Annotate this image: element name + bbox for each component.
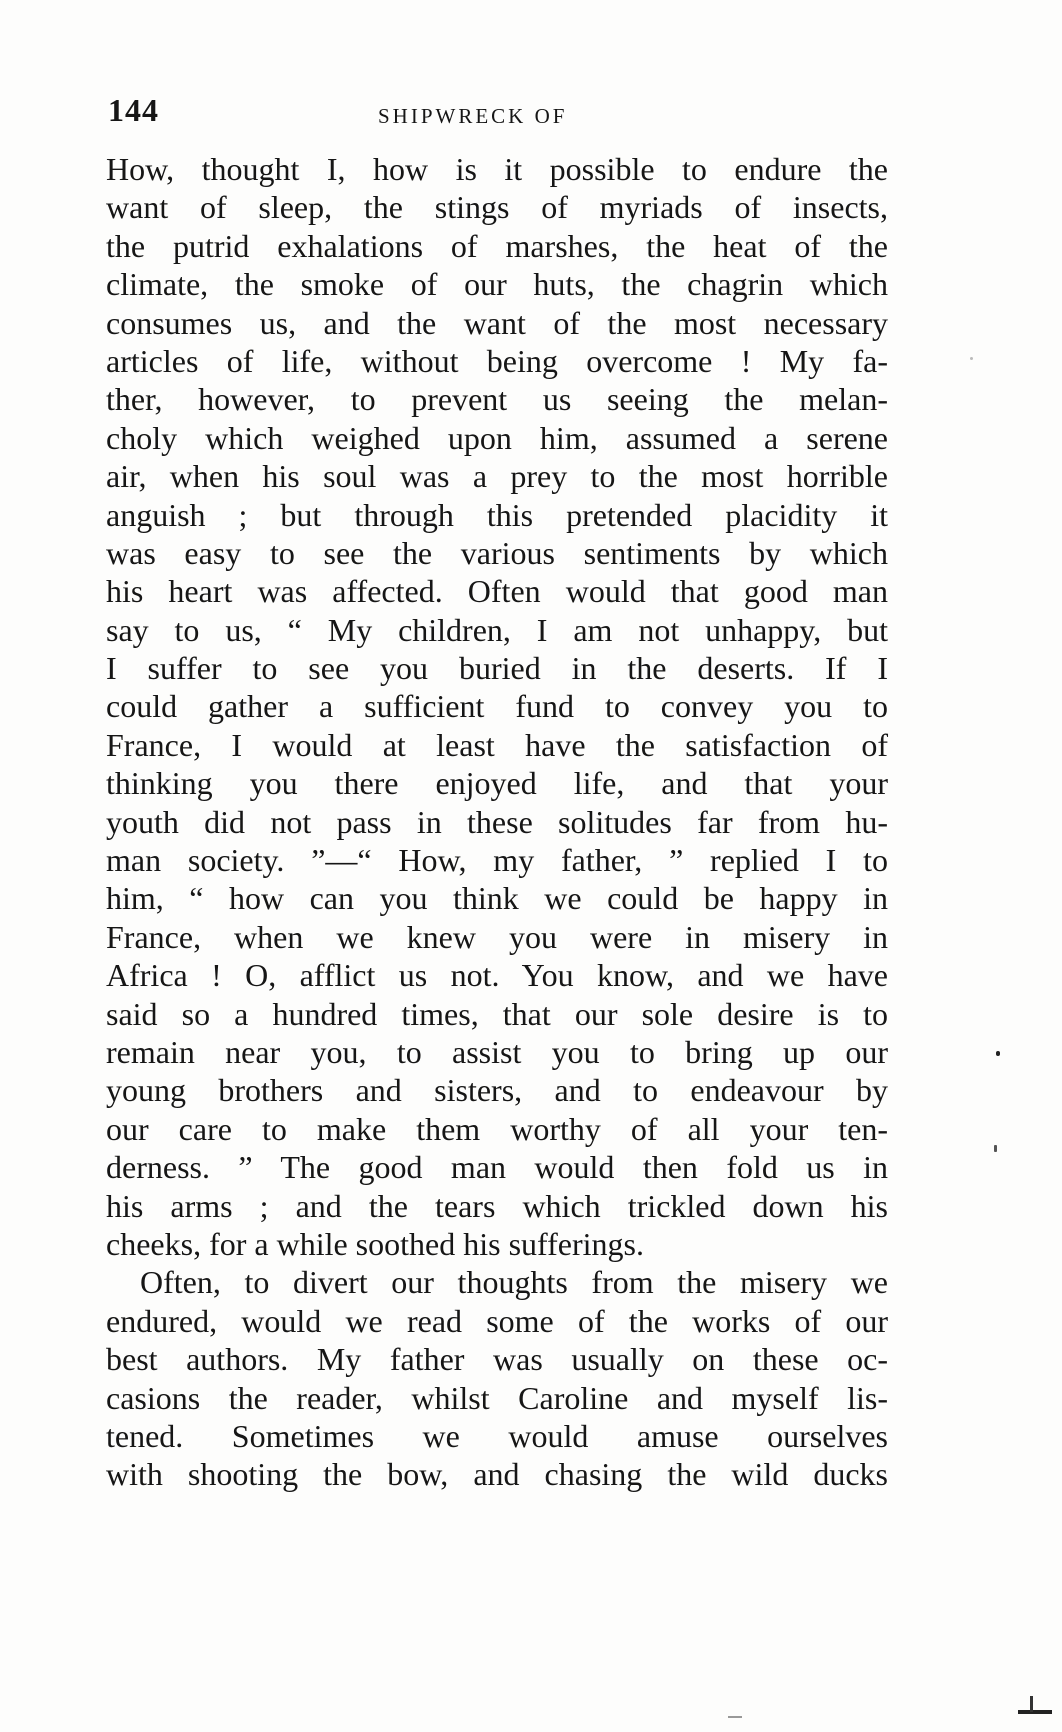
- text-line: his arms ; and the tears which trickled down his: [106, 1187, 888, 1224]
- text-line: his heart was affected. Often would that good man: [106, 573, 888, 610]
- text-line: best authors. My father was usually on these oc-: [106, 1341, 888, 1378]
- scan-speck: [970, 357, 973, 360]
- text-line: France, when we knew you were in misery in: [106, 918, 888, 955]
- text-line: man society. ”—“ How, my father, ” replied I to: [106, 842, 888, 879]
- scan-speck: [994, 1145, 997, 1152]
- text-line: endured, would we read some of the works of our: [106, 1302, 888, 1339]
- text-line: say to us, “ My children, I am not unhappy, but: [106, 611, 888, 648]
- text-line: the putrid exhalations of marshes, the heat of the: [106, 227, 888, 264]
- paragraph-first-line: Often, to divert our thoughts from the misery we: [140, 1264, 888, 1301]
- scan-speck: [996, 1051, 1000, 1056]
- text-line: France, I would at least have the satisfaction of: [106, 726, 888, 763]
- text-line: thinking you there enjoyed life, and that your: [106, 765, 888, 802]
- text-line: air, when his soul was a prey to the most horrible: [106, 458, 888, 495]
- scan-speck: [728, 1716, 742, 1718]
- text-line: remain near you, to assist you to bring up our: [106, 1033, 888, 1070]
- text-line: cheeks, for a while soothed his sufferings.: [106, 1225, 644, 1262]
- text-line: ther, however, to prevent us seeing the melan-: [106, 381, 888, 418]
- text-line: I suffer to see you buried in the deserts. If I: [106, 650, 888, 687]
- text-line: choly which weighed upon him, assumed a serene: [106, 419, 888, 456]
- text-line: could gather a sufficient fund to convey you to: [106, 688, 888, 725]
- text-line: youth did not pass in these solitudes far from hu-: [106, 803, 888, 840]
- page-number: 144: [108, 92, 159, 128]
- running-header: [108, 92, 888, 136]
- text-line: consumes us, and the want of the most necessary: [106, 304, 888, 341]
- text-line: was easy to see the various sentiments by which: [106, 534, 888, 571]
- text-line: want of sleep, the stings of myriads of insects,: [106, 189, 888, 226]
- text-line: said so a hundred times, that our sole desire is to: [106, 995, 888, 1032]
- running-title: SHIPWRECK OF: [378, 104, 568, 128]
- text-line: young brothers and sisters, and to endeavour by: [106, 1072, 888, 1109]
- scan-speck: [1030, 1696, 1033, 1712]
- text-line: him, “ how can you think we could be happy in: [106, 880, 888, 917]
- text-line: casions the reader, whilst Caroline and myself lis-: [106, 1379, 888, 1416]
- scan-speck: [1018, 1710, 1052, 1714]
- text-line: Africa ! O, afflict us not. You know, and we have: [106, 957, 888, 994]
- text-line: our care to make them worthy of all your ten-: [106, 1110, 888, 1147]
- text-line: anguish ; but through this pretended placidity it: [106, 496, 888, 533]
- text-line: How, thought I, how is it possible to endure the: [106, 151, 888, 187]
- text-line: with shooting the bow, and chasing the wild ducks: [106, 1456, 888, 1493]
- text-line: tened. Sometimes we would amuse ourselves: [106, 1417, 888, 1454]
- text-line: articles of life, without being overcome ! My fa-: [106, 342, 888, 379]
- text-line: climate, the smoke of our huts, the chagrin which: [106, 266, 888, 303]
- text-line: derness. ” The good man would then fold us in: [106, 1149, 888, 1186]
- body-text: [106, 150, 888, 1494]
